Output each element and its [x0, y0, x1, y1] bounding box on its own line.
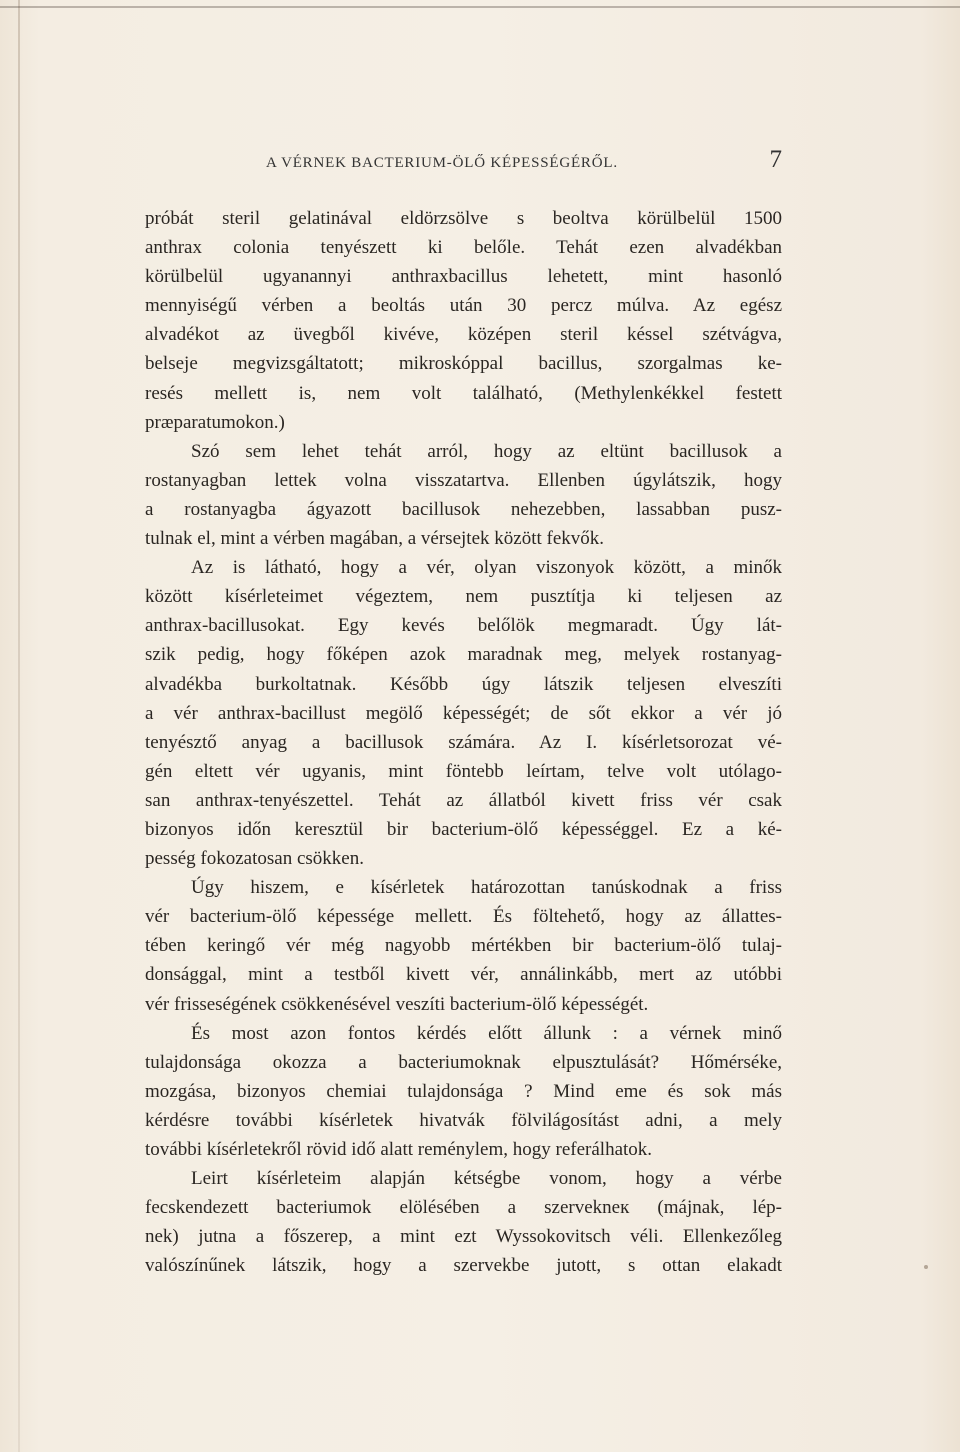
- text-line: tulajdonsága okozza a bacteriumoknak elpusztulását? Hőmérséke,: [145, 1051, 782, 1073]
- text-line: alvadékba burkoltatnak. Később úgy látszik teljesen elveszíti: [145, 673, 782, 695]
- text-line: tenyésztő anyag a bacillusok számára. Az I. kísérletsorozat vé-: [145, 731, 782, 753]
- text-line: anthrax colonia tenyészett ki belőle. Tehát ezen alvadékban: [145, 237, 782, 259]
- text-line: fecskendezett bacteriumok elölésében a szervekneк (májnak, lép-: [145, 1197, 782, 1219]
- text-line: præparatumokon.): [145, 411, 285, 433]
- text-line: valószínűnek látszik, hogy a szervekbe jutott, s ottan elakadt: [145, 1255, 782, 1277]
- text-line: alvadékot az üvegből kivéve, középen steril késsel szétvágva,: [145, 324, 782, 346]
- text-line: mozgása, bizonyos chemiai tulajdonsága ? Mind eme és sok más: [145, 1080, 782, 1102]
- text-line: resés mellett is, nem volt található, (Methylenkékkel festett: [145, 382, 782, 404]
- paragraph-first-line: Szó sem lehet tehát arról, hogy az eltünt bacillusok a: [191, 440, 782, 462]
- paragraph-first-line: Az is látható, hogy a vér, olyan viszonyok között, a minők: [191, 557, 782, 579]
- text-line: a rostanyagba ágyazott bacillusok nehezebben, lassabban pusz-: [145, 498, 782, 520]
- paragraph-first-line: Leirt kísérleteim alapján kétségbe vonom, hogy a vérbe: [191, 1168, 782, 1190]
- text-line: között kísérleteimet végeztem, nem pusztítja ki teljesen az: [145, 586, 782, 608]
- paragraph-first-line: Úgy hiszem, e kísérletek határozottan tanúskodnak a friss: [191, 877, 782, 899]
- text-line: vér frisseségének csökkenésével veszíti bacterium-ölő képességét.: [145, 993, 649, 1015]
- text-line: pesség fokozatosan csökken.: [145, 848, 364, 870]
- text-line: körülbelül ugyanannyi anthraxbacillus lehetett, mint hasonló: [145, 266, 782, 288]
- text-line: san anthrax-tenyészettel. Tehát az állatból kivett friss vér csak: [145, 789, 782, 811]
- text-line: vér bacterium-ölő képessége mellett. És föltehető, hogy az állattes-: [145, 906, 782, 928]
- text-line: bizonyos időn keresztül bir bacterium-ölő képességgel. Ez a ké-: [145, 818, 782, 840]
- page-edge: [18, 0, 20, 1452]
- text-line: gén eltett vér ugyanis, mint föntebb leírtam, telve volt utólago-: [145, 760, 782, 782]
- page-number: 7: [769, 146, 782, 173]
- paragraph-first-line: És most azon fontos kérdés előtt állunk : a vérnek minő: [191, 1022, 782, 1044]
- paper-speck: [924, 1265, 928, 1269]
- text-line: tulnak el, mint a vérben magában, a vérsejtek között fekvők.: [145, 528, 605, 550]
- text-line: mennyiségű vérben a beoltás után 30 percz múlva. Az egész: [145, 295, 782, 317]
- running-head: A VÉRNEK BACTERIUM-ÖLŐ KÉPESSÉGÉRŐL.: [266, 155, 618, 171]
- text-line: próbát steril gelatinával eldörzsölve s beoltva körülbelül 1500: [145, 208, 782, 229]
- text-line: szik pedig, hogy főképen azok maradnak meg, melyek rostanyag-: [145, 644, 782, 666]
- text-line: tében keringő vér még nagyobb mértékben bir bacterium-ölő tulaj-: [145, 935, 782, 957]
- text-line: kérdésre további kísérletek hivatvák fölvilágosítást adni, a mely: [145, 1109, 782, 1131]
- top-scan-edge: [0, 6, 960, 8]
- text-line: további kísérletekről rövid idő alatt reménylem, hogy referálhatok.: [145, 1139, 653, 1160]
- text-line: anthrax-bacillusokat. Egy kevés belőlök megmaradt. Úgy lát-: [145, 615, 782, 637]
- text-line: donsággal, mint a testből kivett vér, annálinkább, mert az utóbbi: [145, 964, 782, 986]
- page-header: [145, 146, 782, 182]
- text-line: a vér anthrax-bacillust megölő képességét; de sőt ekkor a vér jó: [145, 702, 782, 724]
- text-line: belseje megvizsgáltatott; mikroskóppal bacillus, szorgalmas ke-: [145, 353, 782, 375]
- text-line: rostanyagban lettek volna visszatartva. Ellenben úgylátszik, hogy: [145, 469, 782, 491]
- text-line: nek) jutna a főszerep, a mint ezt Wyssokovitsch véli. Ellenkezőleg: [145, 1226, 782, 1248]
- body-text: [145, 204, 782, 1280]
